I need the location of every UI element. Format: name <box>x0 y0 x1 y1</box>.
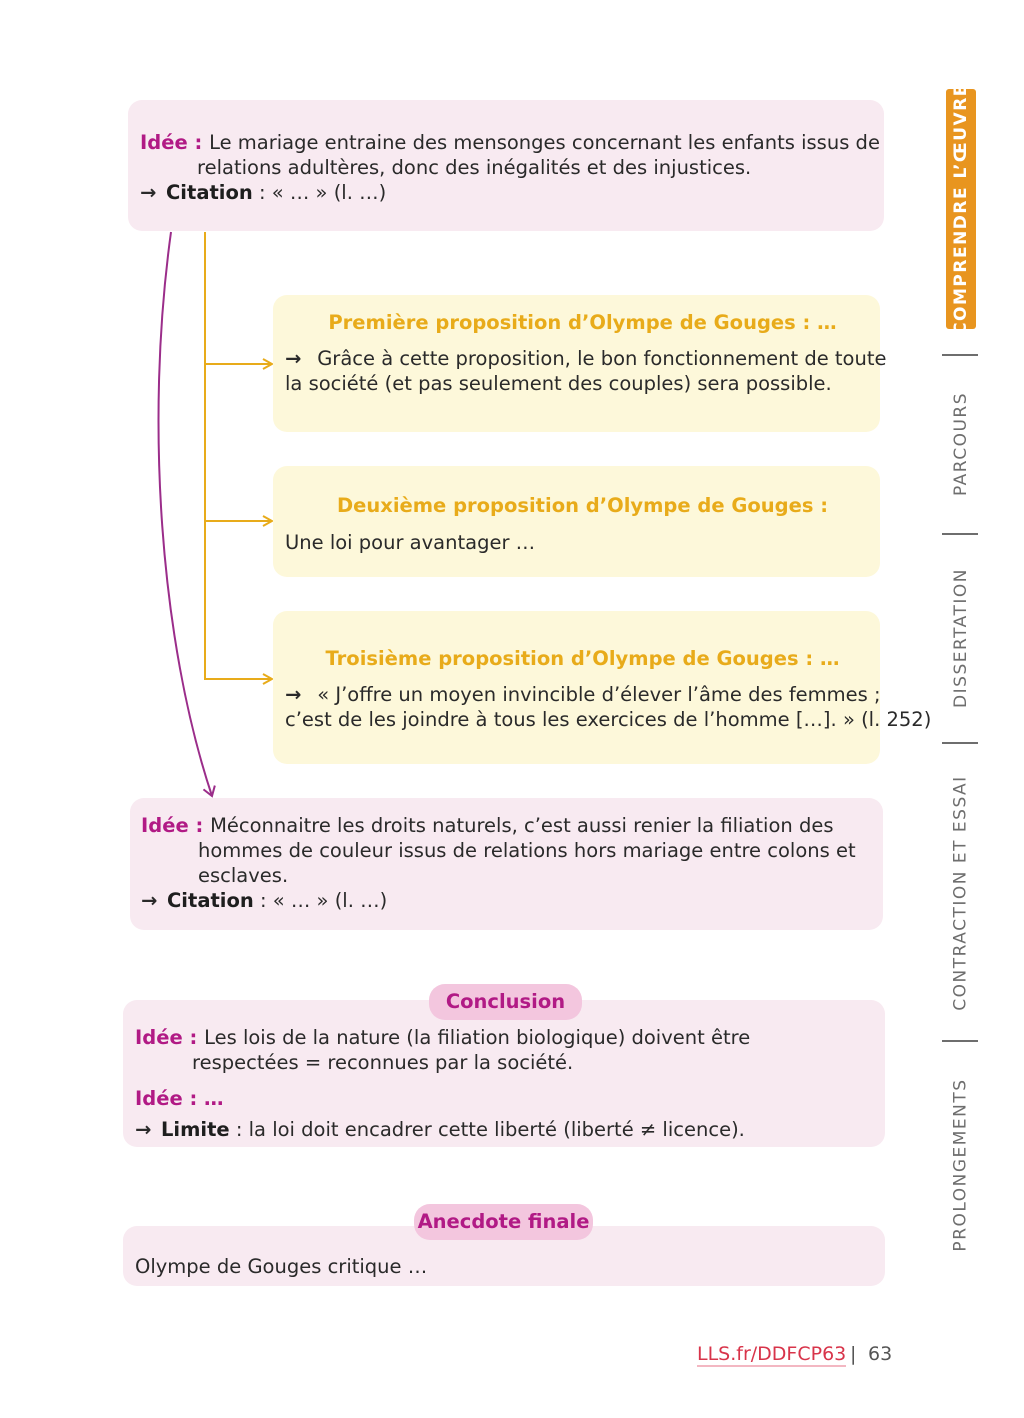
limite-line <box>135 1117 885 1142</box>
tab-separator <box>942 354 978 356</box>
arrow-icon: → <box>285 347 302 370</box>
idea-2-line1: Méconnaitre les droits naturels, c’est aussi renier la filiation des <box>210 814 834 837</box>
proposition-box-3 <box>273 611 932 764</box>
conclusion-badge: Conclusion <box>429 984 582 1020</box>
idea-label: Idée <box>140 131 188 154</box>
purple-curved-arrow <box>159 232 212 796</box>
conclusion-idea-1 <box>135 1025 885 1050</box>
conclusion-idea-1-line2: respectées = reconnues par la société. <box>192 1051 574 1074</box>
proposition-text-1 <box>285 346 887 371</box>
arrow-icon: → <box>135 1118 152 1141</box>
proposition-box-1 <box>273 295 887 432</box>
tab-prolongements[interactable] <box>946 1072 976 1258</box>
proposition-3-line2: c’est de les joindre à tous les exercices de l’homme […]. » (l. 252) <box>285 708 932 731</box>
idea-label: Idée <box>135 1087 183 1110</box>
tab-parcours[interactable] <box>946 386 976 502</box>
proposition-1-line2: la société (et pas seulement des couples) sera possible. <box>285 372 832 395</box>
tab-contraction-essai[interactable] <box>946 774 976 1012</box>
arrow-icon: → <box>140 181 157 204</box>
proposition-1-line1: Grâce à cette proposition, le bon fonctionnement de toute <box>311 347 887 370</box>
footer-divider: | <box>850 1343 857 1365</box>
conclusion-box <box>123 1000 885 1147</box>
idea-colon: : <box>187 131 210 154</box>
idea-2-line3: esclaves. <box>198 864 289 887</box>
tab-dissertation[interactable] <box>946 565 976 711</box>
anecdote-badge: Anecdote finale <box>414 1204 593 1240</box>
idea-line <box>140 130 884 155</box>
conclusion-idea-1-line1: Les lois de la nature (la filiation biologique) doivent être <box>204 1026 751 1049</box>
tab-separator <box>942 533 978 535</box>
tab-label: CONTRACTION ET ESSAI <box>951 775 972 1011</box>
footer-link[interactable]: LLS.fr/DDFCP63 <box>697 1343 847 1365</box>
citation-text: : « … » (l. …) <box>253 889 388 912</box>
arrow-icon: → <box>141 889 158 912</box>
idea-box-1 <box>128 100 884 231</box>
idea-2-line2: hommes de couleur issus de relations hors mariage entre colons et <box>198 839 856 862</box>
arrow-icon: → <box>285 683 302 706</box>
proposition-text-3 <box>285 682 880 707</box>
idea-box-2 <box>130 798 883 930</box>
proposition-box-2 <box>273 466 880 577</box>
idea-line <box>141 813 883 838</box>
proposition-title-3: Troisième proposition d’Olympe de Gouges : … <box>325 647 840 670</box>
tab-label: PROLONGEMENTS <box>951 1078 971 1252</box>
idea-colon: : <box>182 1026 205 1049</box>
idea-colon: : <box>188 814 211 837</box>
conclusion-idea-2 <box>135 1086 885 1111</box>
tab-separator <box>942 742 978 744</box>
idea-2-text: : … <box>182 1087 224 1110</box>
proposition-3-line1: « J’offre un moyen invincible d’élever l’âme des femmes ; <box>311 683 881 706</box>
tab-label: COMPRENDRE L’ŒUVRE <box>951 83 972 335</box>
anecdote-text: Olympe de Gouges critique … <box>135 1255 428 1278</box>
citation-text: : « … » (l. …) <box>252 181 387 204</box>
tab-comprendre-oeuvre[interactable] <box>946 83 976 335</box>
proposition-title-2: Deuxième proposition d’Olympe de Gouges : <box>336 494 829 517</box>
proposition-title-1: Première proposition d’Olympe de Gouges : … <box>328 311 837 334</box>
limite-label: Limite <box>161 1118 230 1141</box>
tab-separator <box>942 1040 978 1042</box>
proposition-2-line1: Une loi pour avantager … <box>285 531 536 554</box>
idea-label: Idée <box>141 814 189 837</box>
idea-text-line1: Le mariage entraine des mensonges concernant les enfants issus de <box>209 131 880 154</box>
limite-text: : la loi doit encadrer cette liberté (liberté ≠ licence). <box>229 1118 745 1141</box>
citation-label: Citation <box>167 889 254 912</box>
page-number: 63 <box>868 1343 893 1365</box>
citation-label: Citation <box>166 181 253 204</box>
idea-label: Idée <box>135 1026 183 1049</box>
idea-text-line2: relations adultères, donc des inégalités et des injustices. <box>197 156 752 179</box>
tab-label: PARCOURS <box>951 391 971 497</box>
citation-line <box>141 888 883 913</box>
citation-line <box>140 180 884 205</box>
tab-label: DISSERTATION <box>951 568 971 708</box>
